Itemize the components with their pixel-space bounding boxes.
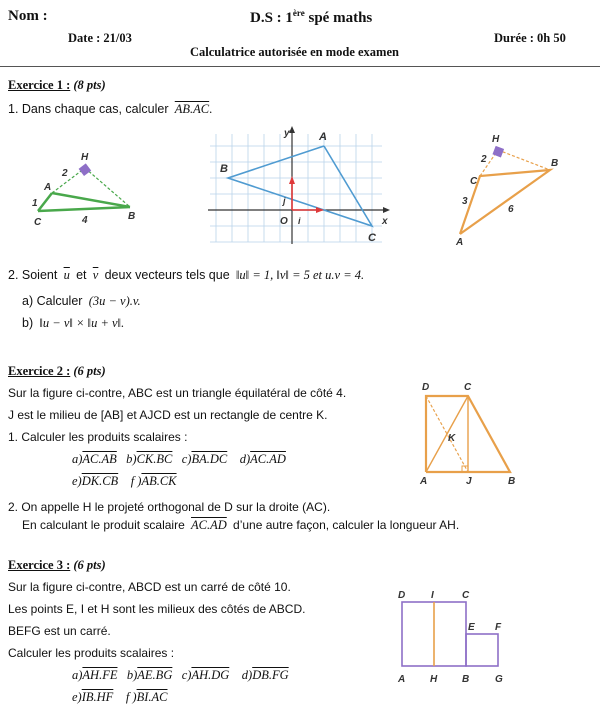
fig2-label-j: j (283, 196, 286, 206)
fig1-label-C: C (34, 217, 42, 228)
fig2-label-O: O (280, 216, 288, 227)
ex2-line5: En calculant le produit scalaire AC.AD d’une autre façon, calculer la longueur AH. (22, 518, 460, 532)
ex1-figure-2 (206, 124, 396, 246)
fig3-label-A: A (456, 237, 464, 248)
ex1-q1: 1. Dans chaque cas, calculer AB.AC. (8, 102, 213, 116)
ex3-fig-label-I: I (431, 590, 434, 601)
fig2-label-x: x (382, 216, 388, 227)
ex2-line3: 1. Calculer les produits scalaires : (8, 430, 188, 444)
ex3-line1: Sur la figure ci-contre, ABCD est un carré de côté 10. (8, 580, 291, 594)
ex2-line1: Sur la figure ci-contre, ABC est un triangle équilatéral de côté 4. (8, 386, 347, 400)
ex1-q2a: a) Calculer (3u − v).v. (22, 294, 141, 308)
ex3-figure (396, 586, 514, 690)
fig3-len-2: 2 (481, 154, 487, 165)
fig1-label-H: H (81, 152, 89, 163)
ex2-products-row1: a)AC.AB b)CK.BC c)BA.DC d)AC.AD (72, 452, 286, 466)
ex2-heading: Exercice 2 : (6 pts) (8, 364, 106, 378)
ex2-line2: J est le milieu de [AB] et AJCD est un rectangle de centre K. (8, 408, 328, 422)
fig2-label-B: B (220, 163, 228, 175)
ex2-fig-label-J: J (466, 476, 472, 487)
fig1-len-4: 4 (82, 215, 88, 226)
ex3-fig-label-H: H (430, 674, 438, 685)
ex1-heading: Exercice 1 : (8 pts) (8, 78, 106, 92)
ex2-fig-label-K: K (448, 433, 456, 444)
ex2-fig-label-D: D (422, 382, 430, 393)
ex3-products-row2: e)IB.HF f )BI.AC (72, 690, 168, 704)
fig2-label-i: i (298, 216, 301, 226)
ex3-fig-label-E: E (468, 622, 475, 633)
fig1-len-2: 2 (62, 168, 68, 179)
header-divider (0, 66, 600, 67)
test-title: D.S : 1ère spé maths (250, 8, 373, 26)
ex2-fig-label-B: B (508, 476, 516, 487)
fig1-len-1: 1 (32, 198, 38, 209)
fig3-len-6: 6 (508, 204, 514, 215)
fig1-label-A: A (44, 182, 52, 193)
ex2-figure (412, 380, 522, 488)
ex3-fig-label-C: C (462, 590, 470, 601)
ex3-fig-label-G: G (495, 674, 503, 685)
ex1-figure-1 (30, 148, 140, 228)
fig3-label-B: B (551, 158, 559, 169)
ex3-line3: BEFG est un carré. (8, 624, 111, 638)
name-label: Nom : (8, 8, 48, 24)
fig2-label-A: A (319, 131, 327, 143)
ex3-fig-label-A: A (398, 674, 406, 685)
ex3-line4: Calculer les produits scalaires : (8, 646, 175, 660)
calculator-note: Calculatrice autorisée en mode examen (190, 45, 399, 59)
ex2-fig-label-C: C (464, 382, 472, 393)
fig1-label-B: B (128, 211, 136, 222)
ex3-fig-label-B: B (462, 674, 470, 685)
ex3-line2: Les points E, I et H sont les milieux des côtés de ABCD. (8, 602, 306, 616)
ex2-products-row2: e)DK.CB f )AB.CK (72, 474, 177, 488)
ex3-heading: Exercice 3 : (6 pts) (8, 558, 106, 572)
ex3-fig-label-F: F (495, 622, 502, 633)
test-date: Date : 21/03 (68, 31, 132, 45)
ex3-products-row1: a)AH.FE b)AE.BG c)AH.DG d)DB.FG (72, 668, 289, 682)
fig2-label-C: C (368, 232, 376, 244)
ex1-figure-3 (450, 128, 570, 246)
ex2-fig-label-A: A (420, 476, 428, 487)
test-duration: Durée : 0h 50 (494, 31, 566, 45)
ex3-fig-label-D: D (398, 590, 406, 601)
fig3-label-C: C (470, 176, 478, 187)
fig3-label-H: H (492, 134, 500, 145)
fig3-len-3: 3 (462, 196, 468, 207)
ex2-line4: 2. On appelle H le projeté orthogonal de D sur la droite (AC). (8, 500, 331, 514)
fig2-label-y: y (284, 128, 290, 139)
ex1-q2: 2. Soient $\overline{u}$ et $\overline{v}$ deux vecteurs tels que ‖u‖ = 1, ‖v‖ = 5 et u.v = 4. (8, 268, 365, 282)
ex1-q2b: b) ‖u − v‖ × ‖u + v‖. (22, 316, 125, 330)
